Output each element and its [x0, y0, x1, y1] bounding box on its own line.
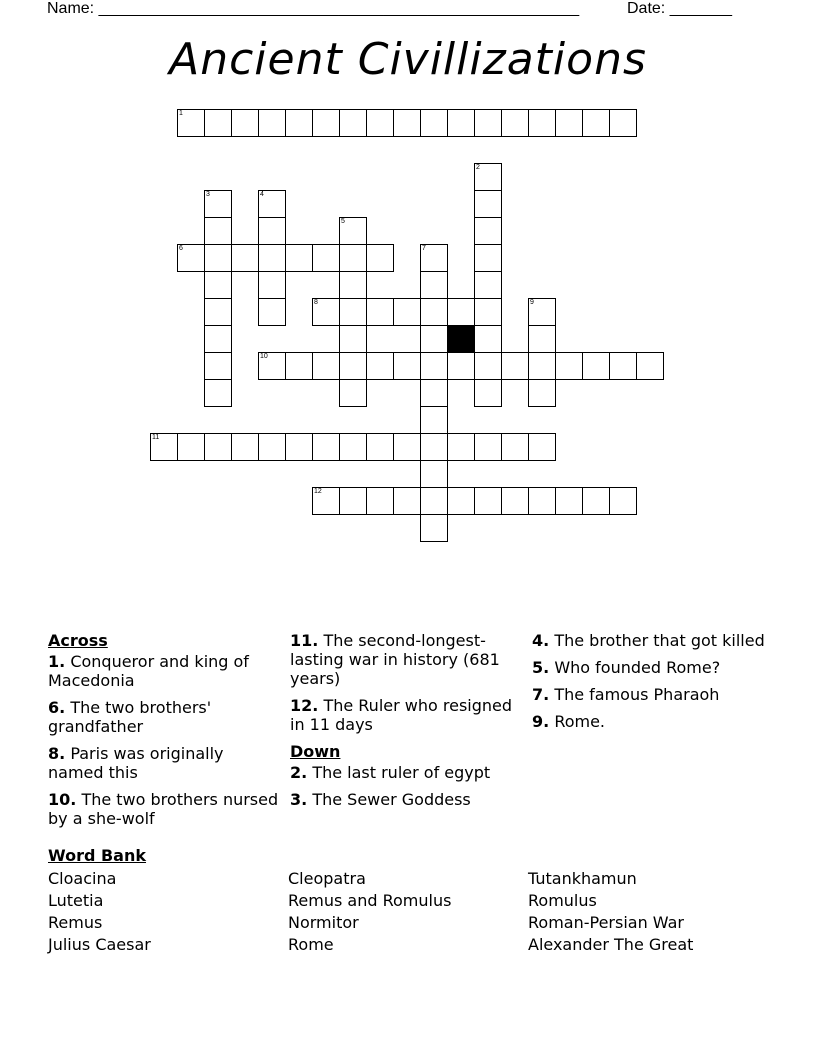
grid-cell[interactable] — [393, 352, 421, 380]
word-bank-item: Julius Caesar — [48, 935, 151, 954]
grid-cell[interactable] — [366, 487, 394, 515]
word-bank-heading: Word Bank — [48, 846, 147, 865]
grid-cell[interactable] — [177, 244, 205, 272]
grid-cell[interactable] — [528, 352, 556, 380]
clue-number: 11. — [290, 631, 319, 650]
grid-cell[interactable] — [312, 352, 340, 380]
clue-number: 7. — [532, 685, 550, 704]
grid-cell[interactable] — [339, 271, 367, 299]
grid-cell[interactable] — [474, 433, 502, 461]
word-bank-section — [48, 846, 146, 867]
grid-cell[interactable] — [285, 433, 313, 461]
grid-cell[interactable] — [339, 433, 367, 461]
grid-cell[interactable] — [420, 325, 448, 353]
grid-cell[interactable] — [474, 163, 502, 191]
grid-cell[interactable] — [258, 298, 286, 326]
grid-cell[interactable] — [447, 487, 475, 515]
grid-cell[interactable] — [609, 487, 637, 515]
grid-cell[interactable] — [339, 352, 367, 380]
clue-text: The two brothers nursed by a she-wolf — [48, 790, 279, 828]
grid-cell[interactable] — [150, 433, 178, 461]
grid-cell[interactable] — [366, 244, 394, 272]
grid-cell[interactable] — [231, 109, 259, 137]
clue-text: The brother that got killed — [554, 631, 765, 650]
clue-column-3 — [532, 631, 767, 739]
cell-number: 6 — [179, 245, 183, 252]
grid-cell[interactable] — [474, 325, 502, 353]
grid-cell[interactable] — [636, 352, 664, 380]
grid-cell[interactable] — [204, 217, 232, 245]
word-bank-item: Roman-Persian War — [528, 913, 684, 932]
grid-cell[interactable] — [474, 298, 502, 326]
clue-text: Paris was originally named this — [48, 744, 224, 782]
name-line: Name: ______________________________________________________ — [47, 0, 580, 17]
cell-number: 5 — [341, 218, 345, 225]
word-bank-item: Romulus — [528, 891, 597, 910]
grid-cell[interactable] — [366, 109, 394, 137]
clue-down-2 — [290, 763, 525, 782]
grid-cell[interactable] — [474, 244, 502, 272]
grid-cell[interactable] — [204, 379, 232, 407]
down-heading: Down — [290, 742, 341, 761]
cell-number: 2 — [476, 164, 480, 171]
grid-cell[interactable] — [609, 109, 637, 137]
clue-number: 4. — [532, 631, 550, 650]
grid-cell[interactable] — [339, 325, 367, 353]
word-bank-item: Cleopatra — [288, 869, 366, 888]
grid-cell[interactable] — [420, 379, 448, 407]
clue-text: The last ruler of egypt — [312, 763, 491, 782]
word-bank-item: Lutetia — [48, 891, 104, 910]
grid-cell[interactable] — [312, 244, 340, 272]
clue-column-1 — [48, 631, 283, 836]
grid-black-cell — [447, 325, 475, 353]
grid-cell[interactable] — [582, 487, 610, 515]
clue-down-5 — [532, 658, 767, 677]
grid-cell[interactable] — [528, 379, 556, 407]
clue-text: The famous Pharaoh — [554, 685, 720, 704]
cell-number: 4 — [260, 191, 264, 198]
grid-cell[interactable] — [420, 514, 448, 542]
grid-cell[interactable] — [258, 271, 286, 299]
grid-cell[interactable] — [366, 352, 394, 380]
grid-cell[interactable] — [204, 190, 232, 218]
grid-cell[interactable] — [258, 352, 286, 380]
grid-cell[interactable] — [474, 379, 502, 407]
grid-cell[interactable] — [528, 325, 556, 353]
word-bank-item: Cloacina — [48, 869, 117, 888]
grid-cell[interactable] — [393, 298, 421, 326]
grid-cell[interactable] — [177, 109, 205, 137]
grid-cell[interactable] — [366, 298, 394, 326]
grid-cell[interactable] — [231, 433, 259, 461]
grid-cell[interactable] — [528, 433, 556, 461]
clue-text: The second-longest-lasting war in history (681 years) — [290, 631, 500, 688]
grid-cell[interactable] — [231, 244, 259, 272]
cell-number: 11 — [152, 434, 160, 441]
cell-number: 9 — [530, 299, 534, 306]
grid-cell[interactable] — [447, 352, 475, 380]
grid-cell[interactable] — [258, 433, 286, 461]
grid-cell[interactable] — [501, 109, 529, 137]
grid-cell[interactable] — [204, 325, 232, 353]
clue-text: The Sewer Goddess — [312, 790, 471, 809]
grid-cell[interactable] — [339, 217, 367, 245]
grid-cell[interactable] — [528, 487, 556, 515]
word-bank-item: Alexander The Great — [528, 935, 694, 954]
clue-down-3 — [290, 790, 525, 809]
clue-number: 1. — [48, 652, 66, 671]
clue-text: The two brothers' grandfather — [48, 698, 212, 736]
grid-cell[interactable] — [339, 487, 367, 515]
word-bank-item: Remus and Romulus — [288, 891, 452, 910]
page-title: Ancient Civillizations — [169, 34, 647, 85]
clue-column-2 — [290, 631, 525, 817]
clue-text: Conqueror and king of Macedonia — [48, 652, 249, 690]
grid-cell[interactable] — [420, 433, 448, 461]
grid-cell[interactable] — [312, 487, 340, 515]
clue-across-1 — [48, 652, 283, 690]
clue-number: 2. — [290, 763, 308, 782]
grid-cell[interactable] — [204, 244, 232, 272]
grid-cell[interactable] — [339, 379, 367, 407]
clue-across-12 — [290, 696, 525, 734]
clue-number: 8. — [48, 744, 66, 763]
grid-cell[interactable] — [204, 298, 232, 326]
grid-cell[interactable] — [528, 298, 556, 326]
grid-cell[interactable] — [555, 109, 583, 137]
clue-text: Who founded Rome? — [554, 658, 721, 677]
grid-cell[interactable] — [501, 352, 529, 380]
grid-cell[interactable] — [420, 460, 448, 488]
clue-text: Rome. — [554, 712, 606, 731]
grid-cell[interactable] — [474, 271, 502, 299]
clue-number: 10. — [48, 790, 77, 809]
grid-cell[interactable] — [366, 433, 394, 461]
clue-across-10 — [48, 790, 283, 828]
grid-cell[interactable] — [339, 244, 367, 272]
grid-cell[interactable] — [204, 109, 232, 137]
grid-cell[interactable] — [312, 298, 340, 326]
grid-cell[interactable] — [258, 190, 286, 218]
grid-cell[interactable] — [339, 109, 367, 137]
grid-cell[interactable] — [393, 433, 421, 461]
grid-cell[interactable] — [285, 244, 313, 272]
cell-number: 8 — [314, 299, 318, 306]
word-bank-item: Tutankhamun — [528, 869, 637, 888]
grid-cell[interactable] — [339, 298, 367, 326]
grid-cell[interactable] — [582, 109, 610, 137]
grid-cell[interactable] — [312, 109, 340, 137]
grid-cell[interactable] — [285, 352, 313, 380]
grid-cell[interactable] — [474, 217, 502, 245]
grid-cell[interactable] — [420, 109, 448, 137]
grid-cell[interactable] — [501, 487, 529, 515]
grid-cell[interactable] — [420, 244, 448, 272]
grid-cell[interactable] — [528, 109, 556, 137]
word-bank-item: Normitor — [288, 913, 359, 932]
grid-cell[interactable] — [447, 298, 475, 326]
grid-cell[interactable] — [285, 109, 313, 137]
clue-across-8 — [48, 744, 283, 782]
cell-number: 7 — [422, 245, 426, 252]
across-heading: Across — [48, 631, 108, 650]
grid-cell[interactable] — [258, 217, 286, 245]
clue-across-6 — [48, 698, 283, 736]
clue-down-9 — [532, 712, 767, 731]
grid-cell[interactable] — [258, 109, 286, 137]
grid-cell[interactable] — [609, 352, 637, 380]
grid-cell[interactable] — [474, 352, 502, 380]
cell-number: 1 — [179, 110, 183, 117]
grid-cell[interactable] — [474, 190, 502, 218]
grid-cell[interactable] — [393, 109, 421, 137]
grid-cell[interactable] — [420, 406, 448, 434]
grid-cell[interactable] — [258, 244, 286, 272]
cell-number: 10 — [260, 353, 268, 360]
clue-number: 12. — [290, 696, 319, 715]
date-line: Date: _______ — [627, 0, 732, 17]
grid-cell[interactable] — [501, 433, 529, 461]
cell-number: 3 — [206, 191, 210, 198]
clue-down-4 — [532, 631, 767, 650]
grid-cell[interactable] — [555, 487, 583, 515]
grid-cell[interactable] — [474, 487, 502, 515]
cell-number: 12 — [314, 488, 322, 495]
grid-cell[interactable] — [555, 352, 583, 380]
grid-cell[interactable] — [420, 487, 448, 515]
grid-cell[interactable] — [204, 433, 232, 461]
word-bank-item: Rome — [288, 935, 334, 954]
grid-cell[interactable] — [177, 433, 205, 461]
clue-across-11 — [290, 631, 525, 688]
grid-cell[interactable] — [447, 109, 475, 137]
grid-cell[interactable] — [204, 352, 232, 380]
grid-cell[interactable] — [582, 352, 610, 380]
clue-number: 5. — [532, 658, 550, 677]
clue-number: 3. — [290, 790, 308, 809]
clue-text: The Ruler who resigned in 11 days — [290, 696, 513, 734]
grid-cell[interactable] — [447, 433, 475, 461]
grid-cell[interactable] — [420, 352, 448, 380]
word-bank-item: Remus — [48, 913, 103, 932]
grid-cell[interactable] — [420, 271, 448, 299]
grid-cell[interactable] — [204, 271, 232, 299]
grid-cell[interactable] — [420, 298, 448, 326]
grid-cell[interactable] — [474, 109, 502, 137]
clue-number: 9. — [532, 712, 550, 731]
grid-cell[interactable] — [312, 433, 340, 461]
clue-down-7 — [532, 685, 767, 704]
clue-number: 6. — [48, 698, 66, 717]
grid-cell[interactable] — [393, 487, 421, 515]
